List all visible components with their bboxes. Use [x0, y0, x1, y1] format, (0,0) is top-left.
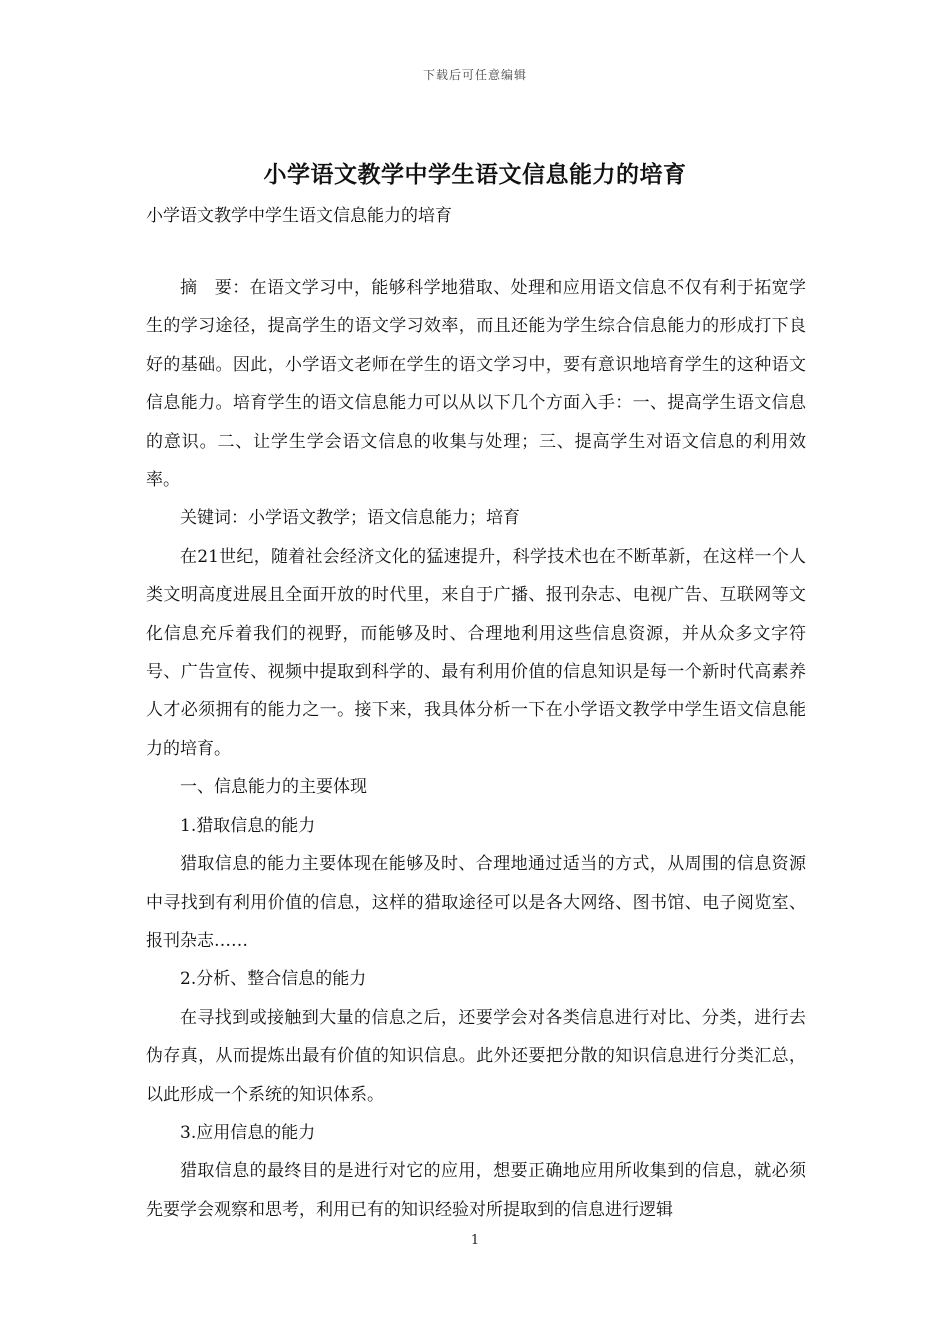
intro-paragraph: 在21世纪，随着社会经济文化的猛速提升，科学技术也在不断革新，在这样一个人类文明高度进展且全面开放的时代里，来自于广播、报刊杂志、电视广告、互联网等文化信息充斥着我们的视野，而能够及时、合理地利用这些信息资源，并从众多文字符号、广告宣传、视频中提取到科学的、最有利用价值的信息知识是每一个新时代高素养人才必须拥有的能力之一。接下来，我具体分析一下在小学语文教学中学生语文信息能力的培育。: [146, 546, 806, 759]
document-subtitle: 小学语文教学中学生语文信息能力的培育: [146, 206, 452, 226]
section-heading: 一、信息能力的主要体现: [180, 777, 367, 798]
body-paragraph: 猎取信息的最终目的是进行对它的应用，想要正确地应用所收集到的信息，就必须先要学会观察和思考，利用已有的知识经验对所提取到的信息进行逻辑: [146, 1161, 806, 1220]
document-body: [146, 269, 806, 1229]
page-number: 1: [470, 1233, 480, 1248]
document-title: 小学语文教学中学生语文信息能力的培育: [263, 161, 687, 188]
page-header-note: 下载后可任意编辑: [422, 68, 527, 82]
body-paragraph: 猎取信息的能力主要体现在能够及时、合理地通过适当的方式，从周围的信息资源中寻找到有利用价值的信息，这样的猎取途径可以是各大网络、图书馆、电子阅览室、报刊杂志……: [146, 854, 806, 951]
subsection-heading: 3.应用信息的能力: [180, 1122, 316, 1143]
body-paragraph: 在寻找到或接触到大量的信息之后，还要学会对各类信息进行对比、分类，进行去伪存真，从而提炼出最有价值的知识信息。此外还要把分散的知识信息进行分类汇总，以此形成一个系统的知识体系。: [146, 1007, 806, 1105]
abstract-paragraph: 摘 要：在语文学习中，能够科学地猎取、处理和应用语文信息不仅有利于拓宽学生的学习途径，提高学生的语文学习效率，而且还能为学生综合信息能力的形成打下良好的基础。因此，小学语文老师在学生的语文学习中，要有意识地培育学生的这种语文信息能力。培育学生的语文信息能力可以从以下几个方面入手：一、提高学生语文信息的意识。二、让学生学会语文信息的收集与处理；三、提高学生对语文信息的利用效率。: [146, 278, 806, 491]
keywords-paragraph: 关键词：小学语文教学；语文信息能力；培育: [180, 508, 520, 529]
subsection-heading: 1.猎取信息的能力: [180, 815, 316, 836]
subsection-heading: 2.分析、整合信息的能力: [180, 969, 367, 990]
